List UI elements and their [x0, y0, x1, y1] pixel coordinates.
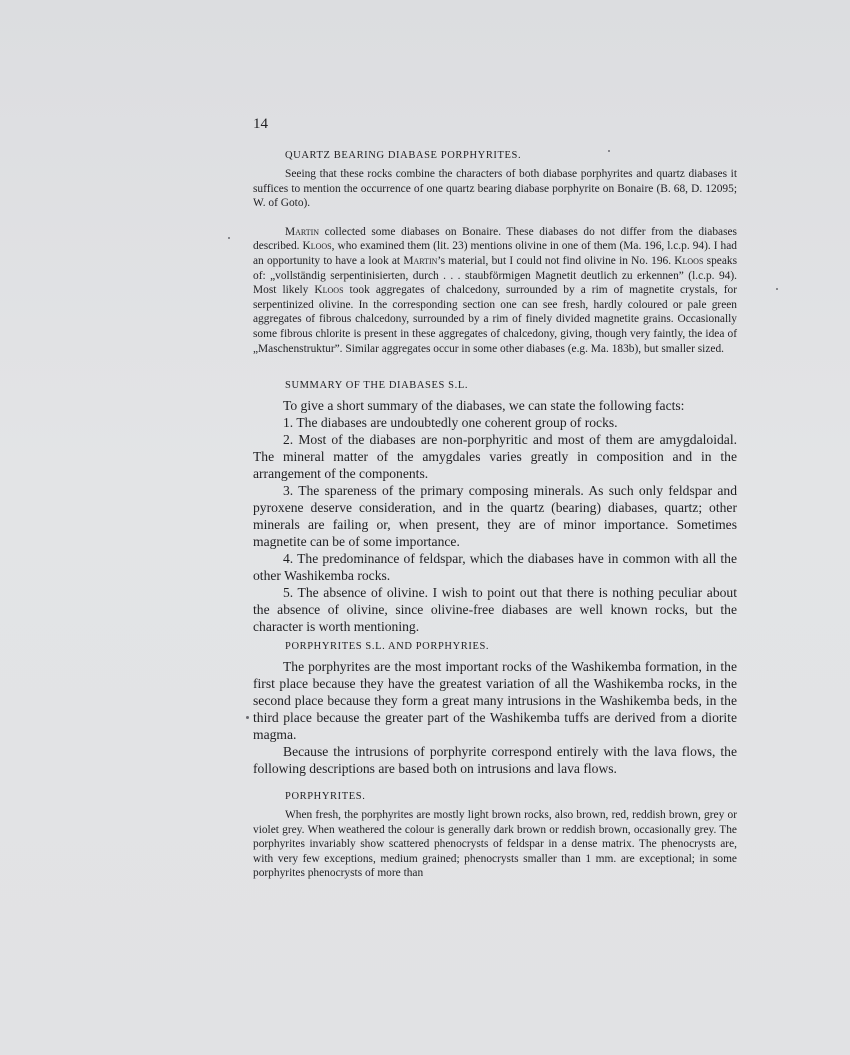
scan-speck	[228, 237, 230, 239]
list-item: 1. The diabases are undoubtedly one coherent group of rocks.	[283, 415, 618, 430]
page-number: 14	[253, 116, 268, 132]
author-name: Martin	[403, 254, 438, 267]
paragraph: To give a short summary of the diabases, we can state the following facts:	[283, 398, 685, 413]
scan-speck	[608, 150, 610, 152]
list-item: 2. Most of the diabases are non-porphyritic and most of them are amygdaloidal. The mineral matter of the amygdales varies greatly in composition and in the arrangement of the components.	[253, 432, 737, 481]
author-name: Kloos	[314, 284, 344, 297]
scan-speck	[776, 288, 778, 290]
list-item: 5. The absence of olivine. I wish to point out that there is nothing peculiar about the absence of olivine, since olivine-free diabases are well known rocks, but the character is worth mentioning.	[253, 585, 737, 634]
section-heading: QUARTZ BEARING DIABASE PORPHYRITES.	[285, 150, 522, 161]
paragraph: Seeing that these rocks combine the characters of both diabase porphyrites and quartz diabases it suffices to mention the occurrence of one quartz bearing diabase porphyrite on Bonaire (B. 68, D. 12095; W. of Goto).	[253, 168, 737, 210]
section-summary-of-the-diabases	[253, 380, 737, 635]
list-item: 3. The spareness of the primary composing minerals. As such only feldspar and pyroxene deserve consideration, and in the quartz (bearing) diabases, quartz; other minerals are failing or, when present, they are of minor importance. Sometimes magnetite can be of some importance.	[253, 483, 737, 549]
section-heading: PORPHYRITES.	[285, 791, 366, 802]
paragraph: The porphyrites are the most important rocks of the Washikemba formation, in the first place because they have the greatest variation of all the Washikemba rocks, in the second place because they form a great many intrusions in the Washikemba beds, in the third place because the greater part of the Washikemba tuffs are derived from a diorite magma.	[253, 659, 737, 742]
section-heading: SUMMARY OF THE DIABASES S.L.	[285, 380, 469, 391]
author-name: Martin	[285, 225, 320, 238]
paragraph: Because the intrusions of porphyrite correspond entirely with the lava flows, the following descriptions are based both on intrusions and lava flows.	[253, 744, 737, 776]
section-porphyrites-and-porphyries	[253, 641, 737, 777]
list-item: 4. The predominance of feldspar, which the diabases have in common with all the other Washikemba rocks.	[253, 551, 737, 583]
scan-speck	[246, 716, 249, 719]
paragraph-martin-kloos: Martin collected some diabases on Bonaire. These diabases do not differ from the diabases described. Kloos, who examined them (lit. 23) mentions olivine in one of them (Ma. 196, l.c.p. 94). I had an opportunity to have a look at Martin’s material, but I could not find olivine in No. 196. Kloos speaks of: „vollständig serpentinisierten, durch . . . staubförmigen Magnetit deutlich zu erkennen” (l.c.p. 94). Most likely Kloos took aggregates of chalcedony, surrounded by a rim of magnetite crystals, for serpentinized olivine. In the corresponding section one can see fresh, hardly coloured or pale green aggregates of fibrous chalcedony, surrounded by a rim of finely divided magnetite grains. Occasionally some fibrous chlorite is present in these aggregates of chalcedony, giving, though very faintly, the idea of „Maschenstruktur”. Similar aggregates occur in some other diabases (e.g. Ma. 183b), but smaller sized.	[253, 225, 738, 355]
section-heading: PORPHYRITES S.L. AND PORPHYRIES.	[285, 641, 490, 652]
section-quartz-bearing-diabase-porphyrites	[253, 150, 737, 356]
author-name: Kloos	[302, 240, 332, 253]
paragraph: When fresh, the porphyrites are mostly light brown rocks, also brown, red, reddish brown, grey or violet grey. When weathered the colour is generally dark brown or reddish brown, occasionally grey. The porphyrites invariably show scattered phenocrysts of feldspar in a dense matrix. The phenocrysts are, with very few exceptions, medium grained; phenocrysts smaller than 1 mm. are exceptional; in some porphyrites phenocrysts of more than	[253, 809, 737, 880]
author-name: Kloos	[674, 254, 704, 267]
section-porphyrites	[253, 791, 737, 881]
